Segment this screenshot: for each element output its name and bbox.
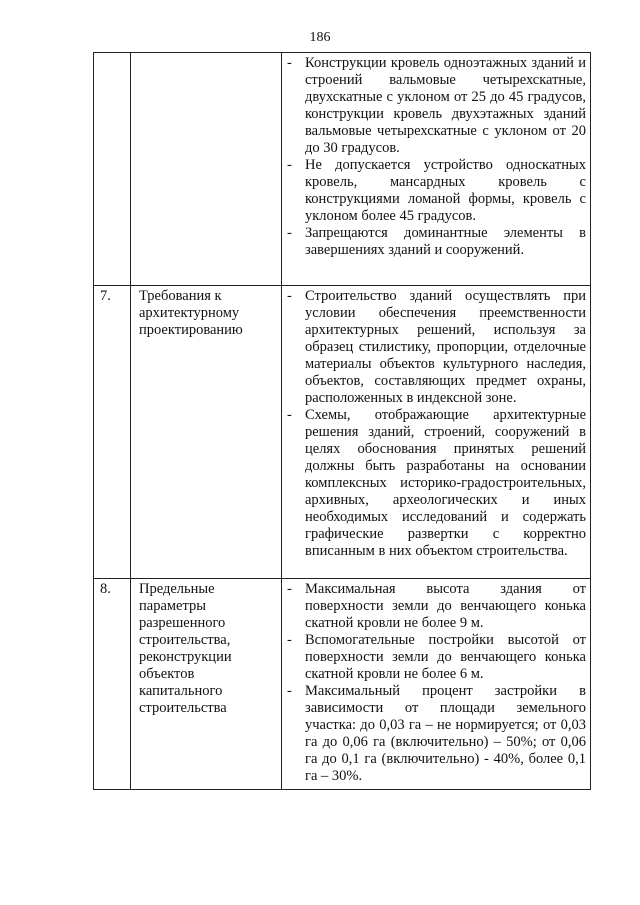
row-title: Требования к архитектурному проектированию (131, 286, 282, 579)
list-item (285, 288, 586, 407)
dash-marker: - (287, 683, 292, 699)
bullet-list (285, 288, 586, 560)
row-number (94, 53, 131, 286)
page-number: 186 (309, 30, 331, 45)
table-row (94, 579, 591, 790)
list-item-text: Запрещаются доминантные элементы в завершениях зданий и сооружений. (305, 225, 586, 258)
row-number: 8. (94, 579, 131, 790)
list-item (285, 407, 586, 560)
bullet-list (285, 55, 586, 259)
list-item-text: Не допускается устройство односкатных кровель, мансардных кровель с конструкциями ломаной формы, кровель с уклоном более 45 градусов. (305, 157, 586, 224)
row-title: Предельные параметры разрешенного строительства, реконструкции объектов капитального строительства (131, 579, 282, 790)
list-item (285, 55, 586, 157)
list-item (285, 683, 586, 785)
table-row (94, 53, 591, 286)
dash-marker: - (287, 55, 292, 71)
table-row (94, 286, 591, 579)
dash-marker: - (287, 407, 292, 423)
list-item (285, 581, 586, 632)
list-item-text: Строительство зданий осуществлять при условии обеспечения преемственности архитектурных решений, используя за образец стилистику, пропорции, отделочные материалы объектов культурного наследия, объектов, составляющих предмет охраны, расположенных в индексной зоне. (305, 288, 586, 406)
row-content (282, 286, 591, 579)
row-number: 7. (94, 286, 131, 579)
dash-marker: - (287, 225, 292, 241)
dash-marker: - (287, 157, 292, 173)
row-content (282, 579, 591, 790)
list-item (285, 632, 586, 683)
dash-marker: - (287, 632, 292, 648)
list-item-text: Вспомогательные постройки высотой от поверхности земли до венчающего конька скатной кровли не более 6 м. (305, 632, 586, 682)
dash-marker: - (287, 581, 292, 597)
list-item (285, 157, 586, 225)
dash-marker: - (287, 288, 292, 304)
row-content (282, 53, 591, 286)
bullet-list (285, 581, 586, 785)
list-item (285, 225, 586, 259)
requirements-table (93, 52, 591, 790)
row-title (131, 53, 282, 286)
list-item-text: Максимальная высота здания от поверхности земли до венчающего конька скатной кровли не более 9 м. (305, 581, 586, 631)
list-item-text: Конструкции кровель одноэтажных зданий и строений вальмовые четырехскатные, двухскатные с уклоном от 25 до 45 градусов, конструкции кровель двухэтажных зданий вальмовые четырехскатные с уклоном от 20 до 30 градусов. (305, 55, 586, 156)
list-item-text: Максимальный процент застройки в зависимости от площади земельного участка: до 0,03 га – не нормируется; от 0,03 га до 0,06 га (включительно) – 50%; от 0,06 га до 0,1 га (включительно) - 40%, более 0,1 га – 30%. (305, 683, 586, 784)
list-item-text: Схемы, отображающие архитектурные решения зданий, строений, сооружений в целях обоснования принятых решений должны быть разработаны на основании комплексных историко-градостроительных, архивных, археологических и иных необходимых исследований и содержать графические развертки с корректно вписанным в них объектом строительства. (305, 407, 586, 559)
